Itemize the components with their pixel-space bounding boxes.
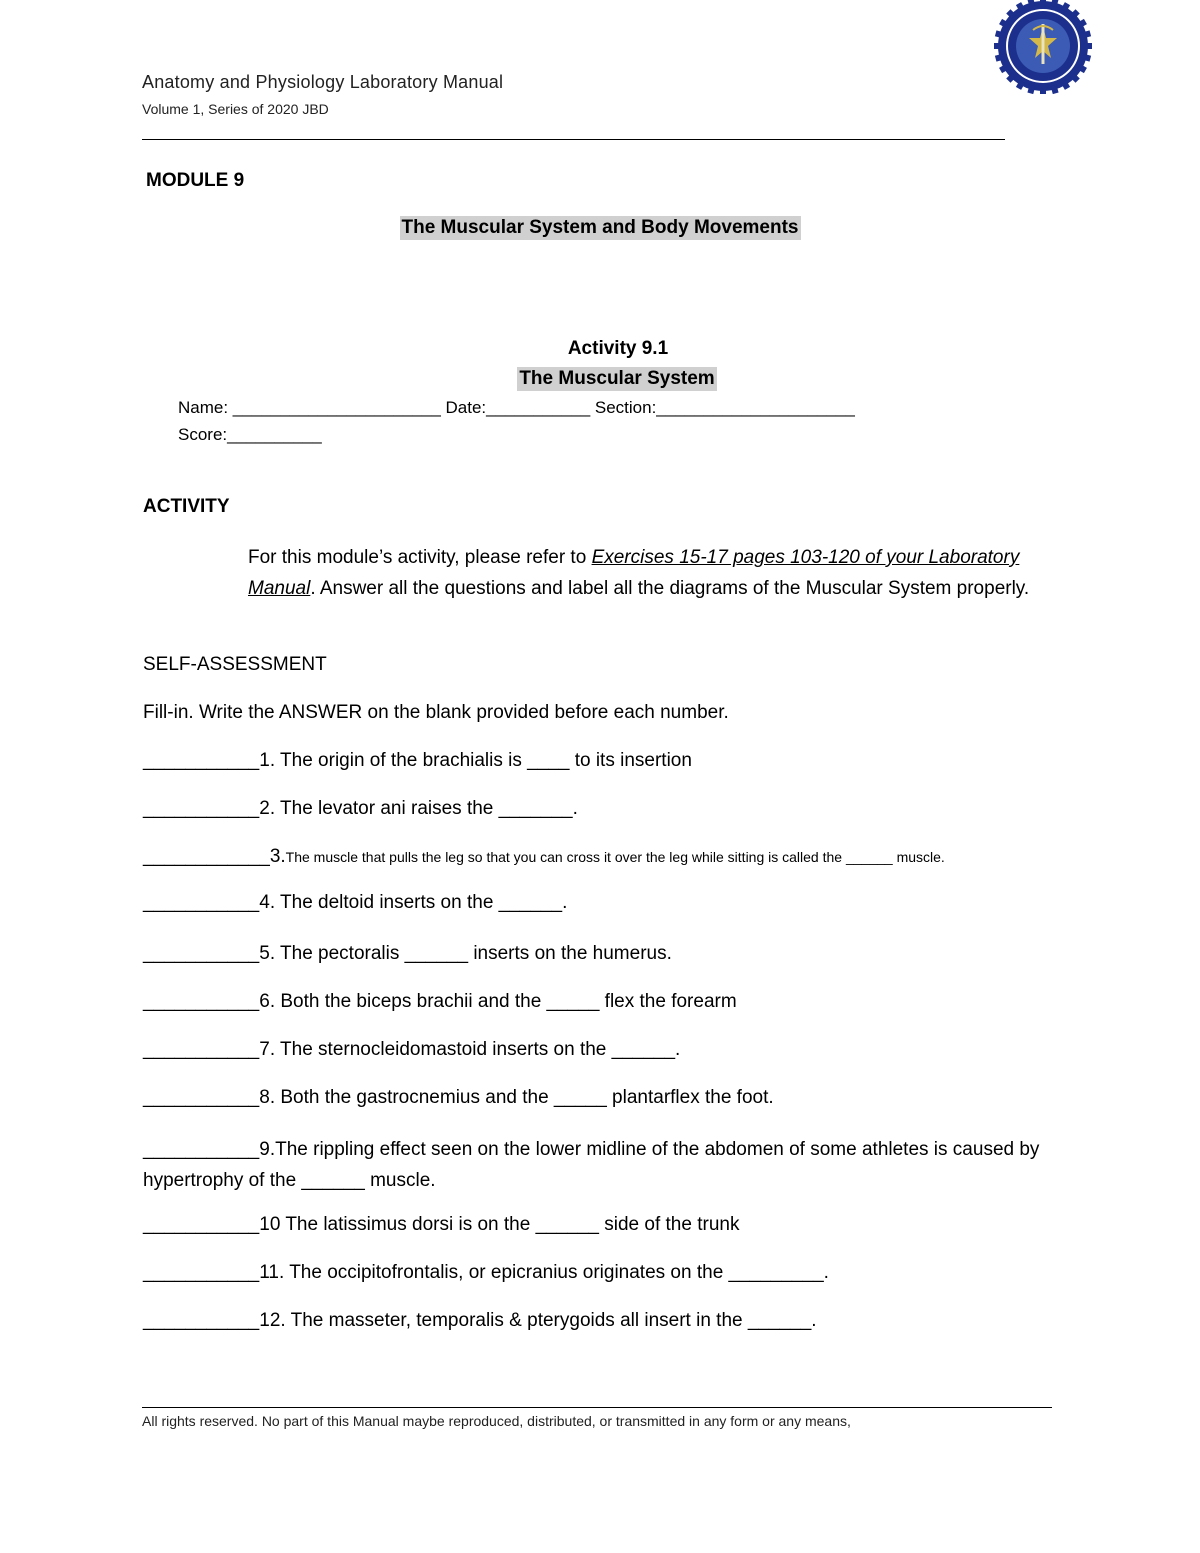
student-info-fields: Name: ______________________ Date:___________ Section:_____________________ [178,398,855,417]
self-assessment-heading: SELF-ASSESSMENT [143,654,327,675]
manual-title: Anatomy and Physiology Laboratory Manual [142,72,504,92]
question-text: 11. The occipitofrontalis, or epicranius originates on the _________. [259,1262,829,1283]
score-field: Score:__________ [178,425,322,444]
answer-blank[interactable]: ____________ [143,846,270,867]
header-divider [142,139,1005,140]
question-text: 6. Both the biceps brachii and the _____ flex the forearm [259,991,737,1012]
module-label: MODULE 9 [146,170,245,191]
seal-gear-tooth [994,43,1002,49]
activity-number: Activity 9.1 [567,338,669,359]
activity-instructions [248,542,1048,604]
university-seal-icon [994,0,1092,94]
question-text: 10 The latissimus dorsi is on the ______ side of the trunk [259,1214,740,1235]
footer-divider [142,1407,1052,1408]
answer-blank[interactable]: ___________ [143,1039,260,1060]
activity-name-wrapper [0,367,1200,391]
question-item [143,798,578,820]
manual-volume: Volume 1, Series of 2020 JBD [142,101,329,117]
question-item [143,846,945,868]
question-item [143,1039,680,1061]
answer-blank[interactable]: ___________ [143,1087,260,1108]
question-text: The muscle that pulls the leg so that you can cross it over the leg while sitting is called the ______ muscle. [285,849,945,865]
answer-blank[interactable]: ___________ [143,750,260,771]
question-item [143,750,692,772]
module-title-wrapper [0,216,1200,240]
answer-blank[interactable]: ___________ [143,1139,260,1160]
answer-blank[interactable]: ___________ [143,991,260,1012]
instruction-text-before: For this module’s activity, please refer to [248,547,592,568]
module-title: The Muscular System and Body Movements [401,217,799,238]
question-text: 7. The sternocleidomastoid inserts on the ______. [259,1039,681,1060]
question-text: 1. The origin of the brachialis is ____ to its insertion [259,750,692,771]
question-text: 8. Both the gastrocnemius and the _____ plantarflex the foot. [259,1087,774,1108]
fill-in-directions: Fill-in. Write the ANSWER on the blank provided before each number. [143,702,729,723]
activity-name: The Muscular System [519,368,715,389]
seal-gear-tooth [1084,43,1092,49]
instruction-text-after: . Answer all the questions and label all the diagrams of the Muscular System properly. [310,578,1030,599]
question-text: 5. The pectoralis ______ inserts on the humerus. [259,943,672,964]
answer-blank[interactable]: ___________ [143,892,260,913]
question-item [143,892,567,914]
question-item [143,1087,774,1109]
copyright-notice: All rights reserved. No part of this Manual maybe reproduced, distributed, or transmitted in any form or any means, [142,1413,851,1429]
question-item [143,991,737,1013]
question-text: 2. The levator ani raises the _______. [259,798,578,819]
seal-gear-tooth [1040,0,1046,5]
answer-blank[interactable]: ___________ [143,1262,260,1283]
question-text: 12. The masseter, temporalis & pterygoids all insert in the ______. [259,1310,817,1331]
answer-blank[interactable]: ___________ [143,1310,260,1331]
question-item [143,1262,829,1284]
seal-gear-tooth [1040,87,1046,94]
question-text: 9.The rippling effect seen on the lower midline of the abdomen of some athletes is caused by hypertrophy of the ______ muscle. [143,1139,1040,1191]
question-text: 4. The deltoid inserts on the ______. [259,892,568,913]
answer-blank[interactable]: ___________ [143,943,260,964]
answer-blank[interactable]: ___________ [143,798,260,819]
question-item [143,1134,1053,1196]
activity-heading: ACTIVITY [143,496,230,517]
question-item [143,943,672,965]
question-item [143,1214,739,1236]
answer-blank[interactable]: ___________ [143,1214,260,1235]
question-number: 3. [269,846,286,867]
question-item [143,1310,817,1332]
manual-reference: Exercises 15-17 pages 103-120 of your Laboratory Manual [248,547,1020,599]
